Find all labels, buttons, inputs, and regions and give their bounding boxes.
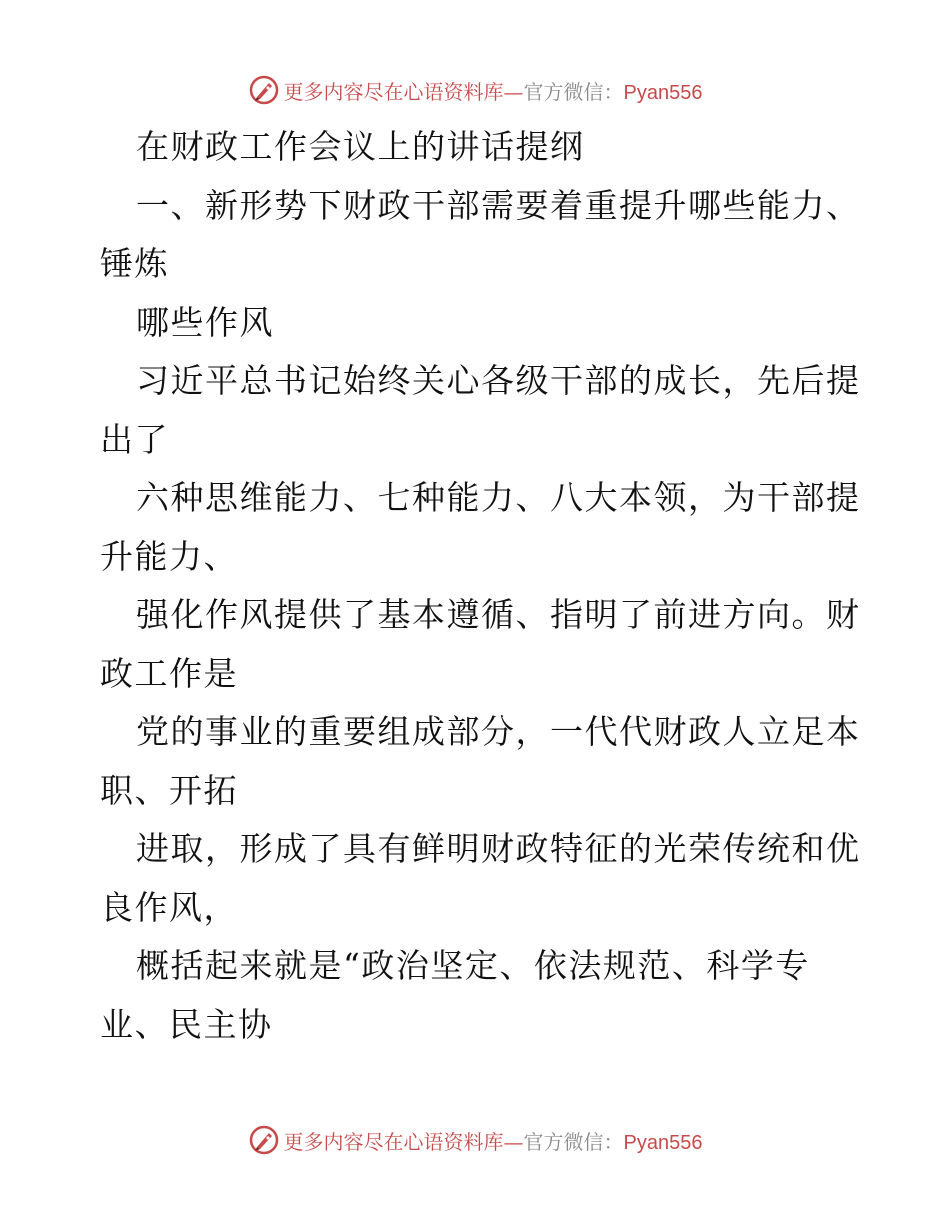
- footer-banner: [0, 1120, 950, 1160]
- text-line: 良作风，: [100, 887, 238, 927]
- text-line: 政工作是: [100, 653, 238, 693]
- text-line: 习近平总书记始终关心各级干部的成长，先后提: [136, 361, 861, 400]
- document-body: [100, 118, 860, 1054]
- text-line: 升能力、: [100, 536, 238, 576]
- text-line: 六种思维能力、七种能力、八大本领，为干部提: [136, 478, 861, 517]
- text-line: 锤炼: [100, 244, 169, 283]
- text-line: 职、开拓: [100, 770, 238, 810]
- text-line: 业、民主协: [100, 1004, 273, 1044]
- text-line: 一、新形势下财政干部需要着重提升哪些能力、: [136, 185, 861, 225]
- text-line: 强化作风提供了基本遵循、指明了前进方向。财: [136, 595, 861, 634]
- header-banner: [0, 70, 950, 110]
- text-line: 概括起来就是“政治坚定、依法规范、科学专: [136, 946, 810, 985]
- banner-text: 更多内容尽在心语资料库—官方微信：Pyan556: [283, 79, 703, 104]
- banner-text: 更多内容尽在心语资料库—官方微信：Pyan556: [283, 1129, 703, 1154]
- document-title: 在财政工作会议上的讲话提纲: [136, 127, 585, 166]
- pen-logo-icon: [248, 74, 280, 106]
- text-line: 党的事业的重要组成部分，一代代财政人立足本: [136, 712, 861, 751]
- pen-logo-icon: [248, 1124, 280, 1156]
- text-line: 出了: [100, 419, 169, 459]
- text-line: 哪些作风: [136, 302, 274, 342]
- text-line: 进取，形成了具有鲜明财政特征的光荣传统和优: [136, 829, 861, 868]
